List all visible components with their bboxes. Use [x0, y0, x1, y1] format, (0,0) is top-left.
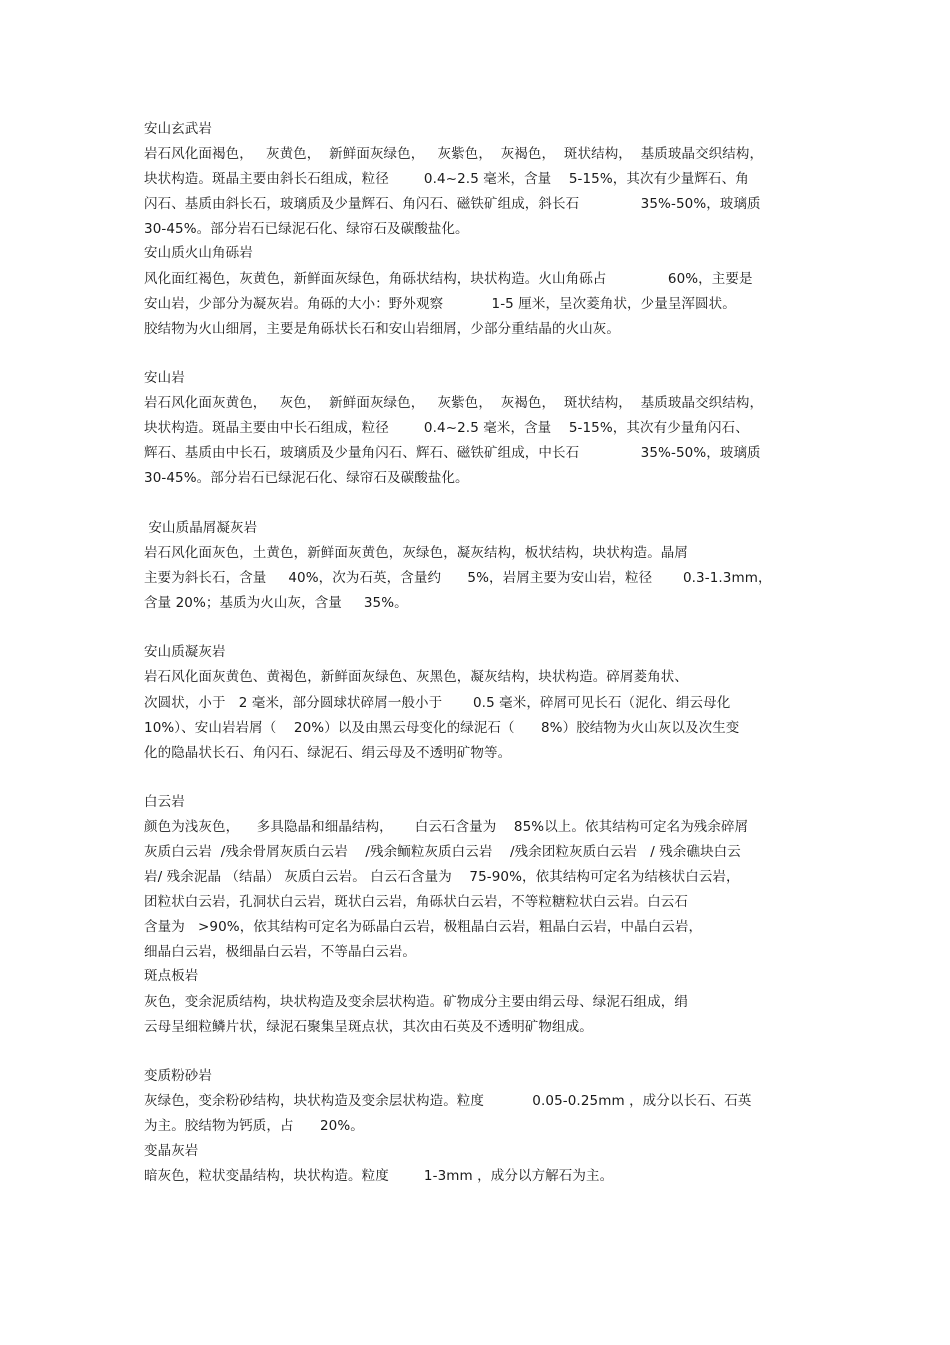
section-title-andesitic-tuff: 安山质凝灰岩: [144, 644, 226, 660]
paragraph-line: 灰质白云岩 /残余骨屑灰质白云岩 /残余鲕粒灰质白云岩 /残余团粒灰质白云岩 / 残余礁块白云: [144, 844, 741, 860]
paragraph-line: 10%）、安山岩岩屑（ 20%）以及由黑云母变化的绿泥石（ 8%）胶结物为火山灰以及次生变: [144, 720, 740, 736]
paragraph-line: 30-45%。部分岩石已绿泥石化、绿帘石及碳酸盐化。: [144, 470, 469, 486]
section-title-andesitic-crystal-tuff: 安山质晶屑凝灰岩: [144, 520, 258, 536]
section-title-andesitic-volcanic-breccia: 安山质火山角砾岩: [144, 245, 253, 261]
section-title-andesite: 安山岩: [144, 370, 185, 386]
paragraph-line: 风化面红褐色，灰黄色，新鲜面灰绿色，角砾状结构，块状构造。火山角砾占 60%，主要是: [144, 271, 753, 287]
paragraph-line: 团粒状白云岩，孔洞状白云岩，斑状白云岩，角砾状白云岩，不等粒糖粒状白云岩。白云石: [144, 894, 688, 910]
paragraph-line: 辉石、基质由中长石，玻璃质及少量角闪石、辉石、磁铁矿组成，中长石 35%-50%，玻璃质: [144, 445, 761, 461]
paragraph-line: 化的隐晶状长石、角闪石、绿泥石、绢云母及不透明矿物等。: [144, 745, 512, 761]
section-title-spotted-slate: 斑点板岩: [144, 968, 199, 984]
paragraph-line: 岩石风化面灰黄色、黄褐色，新鲜面灰绿色、灰黑色，凝灰结构，块状构造。碎屑菱角状、: [144, 669, 688, 685]
paragraph-line: 块状构造。斑晶主要由中长石组成，粒径 0.4~2.5 毫米，含量 5-15%，其次有少量角闪石、: [144, 420, 749, 436]
section-title-andesite-basalt: 安山玄武岩: [144, 121, 212, 137]
paragraph-line: 为主。胶结物为钙质，占 20%。: [144, 1118, 364, 1134]
paragraph-line: 胶结物为火山细屑，主要是角砾状长石和安山岩细屑，少部分重结晶的火山灰。: [144, 321, 620, 337]
paragraph-line: 灰色，变余泥质结构，块状构造及变余层状构造。矿物成分主要由绢云母、绿泥石组成，绢: [144, 994, 688, 1010]
paragraph-line: 暗灰色，粒状变晶结构，块状构造。粒度 1-3mm ，成分以方解石为主。: [144, 1168, 614, 1184]
section-title-crystalline-limestone: 变晶灰岩: [144, 1143, 199, 1159]
paragraph-line: 岩石风化面灰黄色， 灰色， 新鲜面灰绿色， 灰紫色， 灰褐色， 斑状结构， 基质玻晶交织结构，: [144, 395, 764, 411]
paragraph-line: 细晶白云岩，极细晶白云岩，不等晶白云岩。: [144, 944, 416, 960]
paragraph-line: 云母呈细粒鳞片状，绿泥石聚集呈斑点状，其次由石英及不透明矿物组成。: [144, 1019, 593, 1035]
paragraph-line: 岩石风化面褐色， 灰黄色， 新鲜面灰绿色， 灰紫色， 灰褐色， 斑状结构， 基质玻晶交织结构，: [144, 146, 764, 162]
paragraph-line: 安山岩，少部分为凝灰岩。角砾的大小：野外观察 1-5 厘米，呈次菱角状，少量呈浑圆状。: [144, 296, 736, 312]
paragraph-line: 30-45%。部分岩石已绿泥石化、绿帘石及碳酸盐化。: [144, 221, 469, 237]
paragraph-line: 岩石风化面灰色，土黄色，新鲜面灰黄色，灰绿色，凝灰结构，板状结构，块状构造。晶屑: [144, 545, 688, 561]
paragraph-line: 含量 20%；基质为火山灰，含量 35%。: [144, 595, 408, 611]
paragraph-line: 岩/ 残余泥晶 （结晶） 灰质白云岩。 白云石含量为 75-90%，依其结构可定名为结核状白云岩，: [144, 869, 740, 885]
paragraph-line: 主要为斜长石，含量 40%，次为石英，含量约 5%，岩屑主要为安山岩，粒径 0.3-1.3mm，: [144, 570, 772, 586]
paragraph-line: 块状构造。斑晶主要由斜长石组成，粒径 0.4~2.5 毫米，含量 5-15%，其次有少量辉石、角: [144, 171, 749, 187]
section-title-dolomite: 白云岩: [144, 794, 185, 810]
paragraph-line: 闪石、基质由斜长石，玻璃质及少量辉石、角闪石、磁铁矿组成，斜长石 35%-50%，玻璃质: [144, 196, 761, 212]
paragraph-line: 次圆状，小于 2 毫米，部分圆球状碎屑一般小于 0.5 毫米，碎屑可见长石（泥化、绢云母化: [144, 695, 731, 711]
paragraph-line: 颜色为浅灰色， 多具隐晶和细晶结构， 白云石含量为 85%以上。依其结构可定名为残余碎屑: [144, 819, 749, 835]
section-title-metasiltstone: 变质粉砂岩: [144, 1068, 212, 1084]
paragraph-line: 灰绿色，变余粉砂结构，块状构造及变余层状构造。粒度 0.05-0.25mm ，成分以长石、石英: [144, 1093, 752, 1109]
paragraph-line: 含量为 >90%，依其结构可定名为砾晶白云岩，极粗晶白云岩，粗晶白云岩，中晶白云岩，: [144, 919, 703, 935]
